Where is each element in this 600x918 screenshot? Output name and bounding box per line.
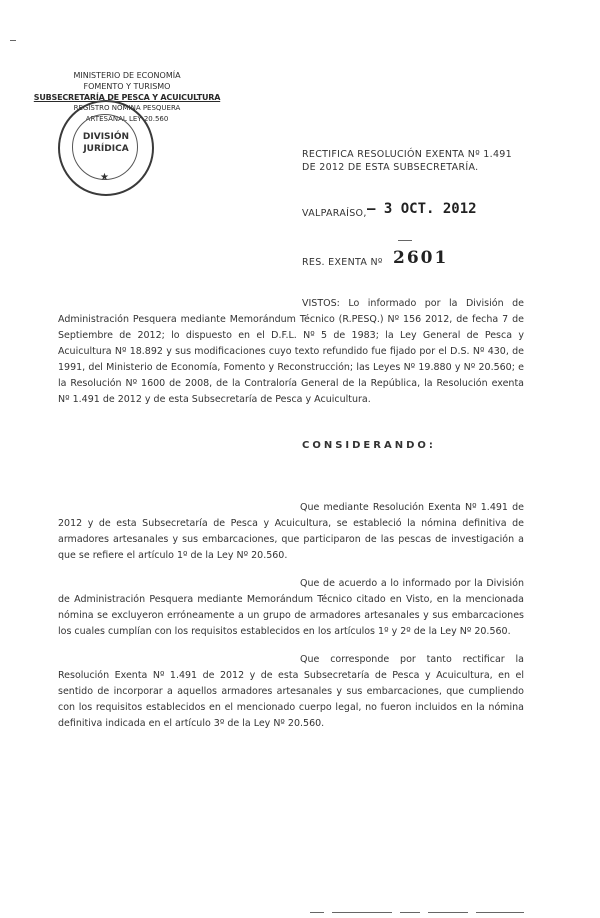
considerando-paragraph-1: Que mediante Resolución Exenta Nº 1.491 de 2012 y de esta Subsecretaría de Pesca y Acuicultura, se estableció la nómina definitiva de armadores artesanales y sus embarcaciones, que participaron de las pescas de investigación a que se refiere el artículo 1º de la Ley Nº 20.560. xyxy=(58,502,524,561)
document-reference: RECTIFICA RESOLUCIÓN EXENTA Nº 1.491 DE 2012 DE ESTA SUBSECRETARÍA. xyxy=(302,149,512,173)
considerando-paragraph-3: Que corresponde por tanto rectificar la Resolución Exenta Nº 1.491 de 2012 y de esta Subsecretaría de Pesca y Acuicultura, en el sentido de incorporar a aquellos armadores artesanales y sus embarcaciones, que cumpliendo con los requisitos establecidos en el mencionado cuerpo legal, no fueron incluidos en la nómina definitiva indicada en el artículo 3º de la Ley Nº 20.560. xyxy=(58,654,524,729)
bottom-mark-1 xyxy=(310,912,324,913)
letterhead-subsecretaria: SUBSECRETARÍA DE PESCA Y ACUICULTURA xyxy=(33,93,221,102)
bottom-mark-5 xyxy=(476,912,524,913)
bottom-mark-4 xyxy=(428,912,468,913)
letterhead-registro: REGISTRO NÓMINA PESQUERA xyxy=(73,104,181,112)
letterhead-ministry: MINISTERIO DE ECONOMÍA xyxy=(73,71,181,80)
considerando-paragraph-2: Que de acuerdo a lo informado por la División de Administración Pesquera mediante Memorándum Técnico citado en Visto, en la mencionada nómina se excluyeron erróneamente a un grupo de armadores artesanales y sus embarcaciones los cuales cumplían con los requisitos establecidos en los artículos 1º y 2º de la Ley Nº 20.560. xyxy=(58,578,524,637)
number-mark xyxy=(398,240,412,241)
resolution-date: – 3 OCT. 2012 xyxy=(367,201,477,217)
bottom-mark-3 xyxy=(400,912,420,913)
corner-mark xyxy=(10,40,16,41)
letterhead-ministry-sub: FOMENTO Y TURISMO xyxy=(83,82,171,91)
division-juridica-seal xyxy=(58,100,154,196)
considerando-heading: CONSIDERANDO: xyxy=(302,440,436,451)
seal-line-juridica: JURÍDICA xyxy=(83,144,129,154)
vistos-paragraph: VISTOS: Lo informado por la División de Administración Pesquera mediante Memorándum Técnico (R.PESQ.) Nº 156 2012, de fecha 7 de Septiembre de 2012; lo dispuesto en el D.F.L. Nº 5 de 1983; la Ley General de Pesca y Acuicultura Nº 18.892 y sus modificaciones cuyo texto refundido fue fijado por el D.S. Nº 430, de 1991, del Ministerio de Economía, Fomento y Reconstrucción; las Leyes Nº 19.880 y Nº 20.560; e la Resolución Nº 1600 de 2008, de la Contraloría General de la República, la Resolución exenta Nº 1.491 de 2012 y de esta Subsecretaría de Pesca y Acuicultura. xyxy=(58,298,524,405)
letterhead-ley: ARTESANAL LEY 20.560 xyxy=(85,115,169,123)
resolution-label: RES. EXENTA Nº xyxy=(302,257,383,268)
bottom-mark-2 xyxy=(332,912,392,913)
resolution-number: 2601 xyxy=(393,248,449,268)
star-icon: ★ xyxy=(100,172,109,183)
seal-line-division: DIVISIÓN xyxy=(82,132,130,142)
place-label: VALPARAÍSO, xyxy=(302,208,367,219)
